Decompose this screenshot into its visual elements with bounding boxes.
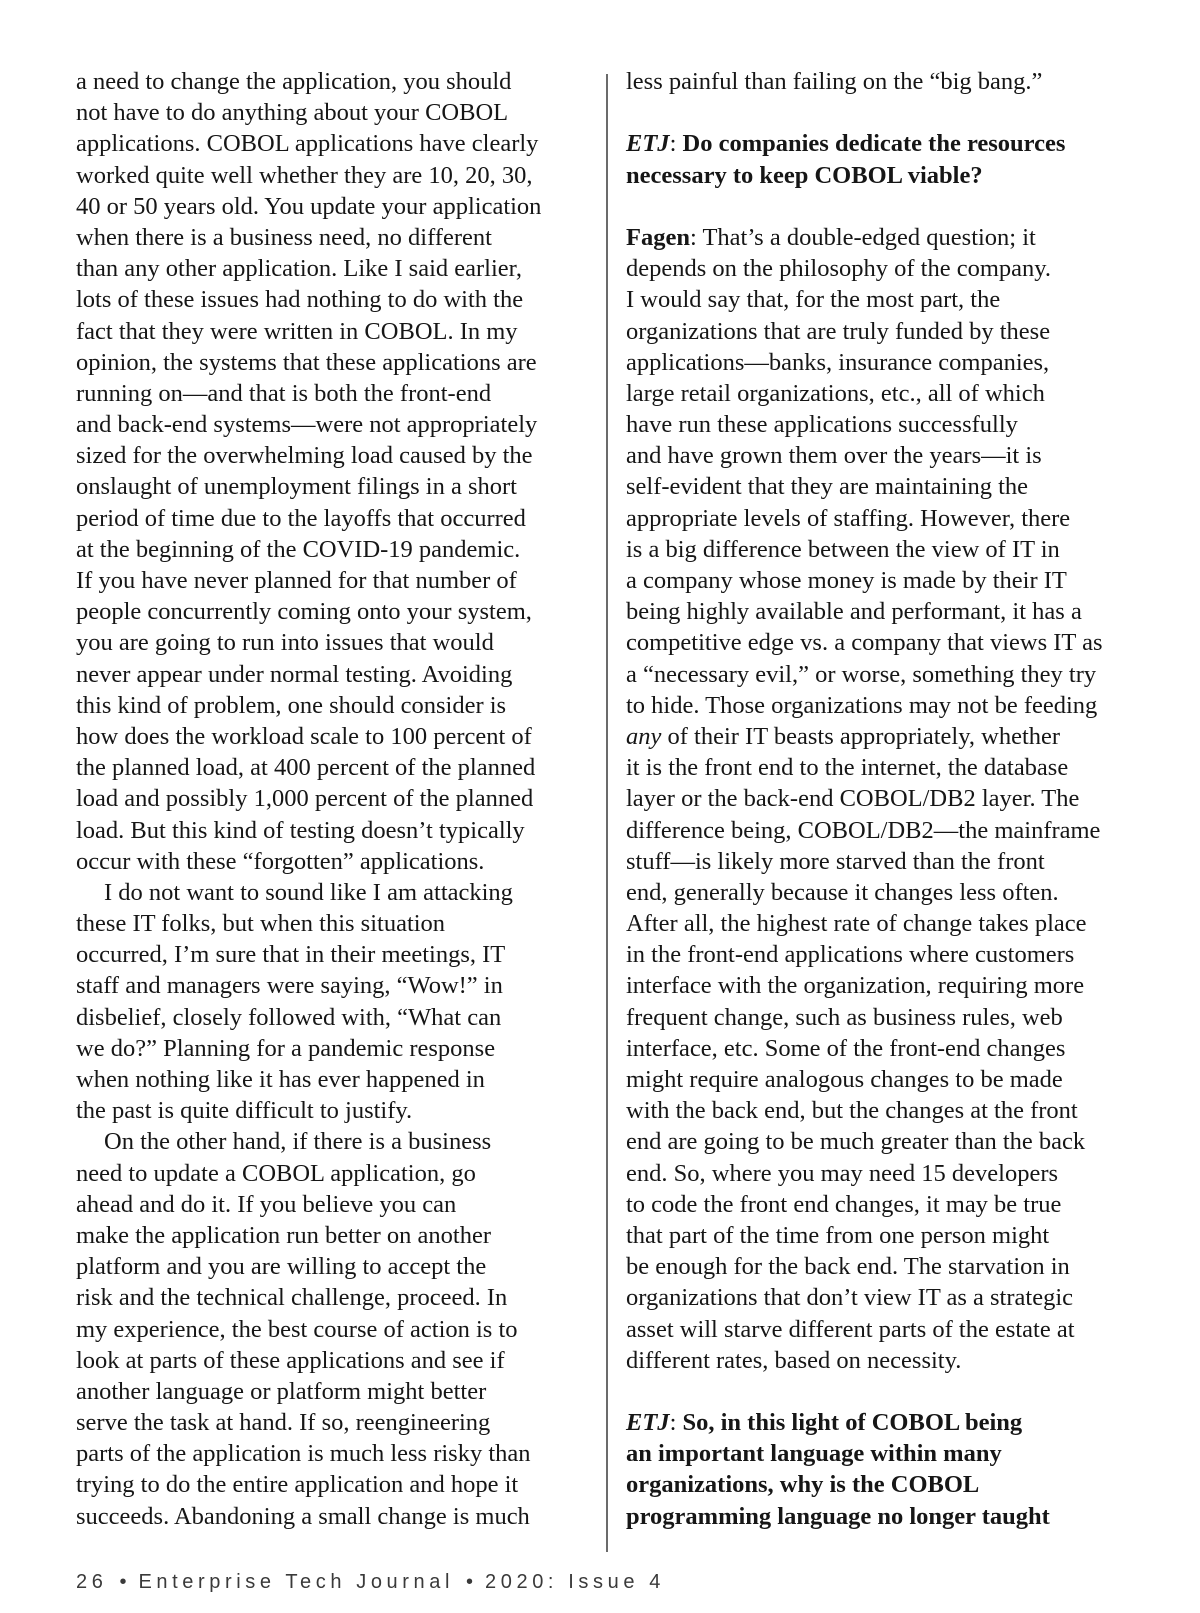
text-line: make the application run better on another bbox=[76, 1221, 491, 1249]
text-line: disbelief, closely followed with, “What can bbox=[76, 1003, 502, 1031]
text-line: occur with these “forgotten” applications. bbox=[76, 847, 485, 875]
text-line: staff and managers were saying, “Wow!” in bbox=[76, 972, 503, 1000]
text-line: a need to change the application, you should bbox=[76, 68, 512, 95]
text-line: ahead and do it. If you believe you can bbox=[76, 1190, 457, 1218]
text-line: you are going to run into issues that would bbox=[76, 629, 494, 657]
text-line: load. But this kind of testing doesn’t typically bbox=[76, 816, 525, 844]
text-line: end. So, where you may need 15 developers bbox=[626, 1159, 1059, 1187]
text-line: a “necessary evil,” or worse, something they try bbox=[626, 660, 1097, 688]
colon: : bbox=[669, 1409, 677, 1437]
question-1-text: Do companies dedicate the resources bbox=[676, 130, 1066, 158]
text-line: depends on the philosophy of the company. bbox=[626, 255, 1052, 283]
text-line: people concurrently coming onto your system, bbox=[76, 598, 532, 626]
text-line: another language or platform might better bbox=[76, 1377, 487, 1405]
text-line: never appear under normal testing. Avoiding bbox=[76, 660, 513, 688]
column-divider bbox=[606, 74, 608, 1552]
question-1-line-1 bbox=[626, 128, 1156, 159]
text-line: parts of the application is much less risky than bbox=[76, 1440, 531, 1468]
text-line: opinion, the systems that these applications are bbox=[76, 348, 537, 376]
text-line: and have grown them over the years—it is bbox=[626, 442, 1042, 470]
text-line: load and possibly 1,000 percent of the planned bbox=[76, 785, 534, 813]
paragraph-2 bbox=[76, 877, 596, 1127]
text-line: end are going to be much greater than the back bbox=[626, 1128, 1086, 1156]
question-1-line-2: necessary to keep COBOL viable? bbox=[626, 161, 983, 189]
text-line: I would say that, for the most part, the bbox=[626, 286, 1001, 314]
text-line: succeeds. Abandoning a small change is much bbox=[76, 1502, 530, 1530]
text-line: in the front-end applications where customers bbox=[626, 941, 1075, 969]
text-line: look at parts of these applications and see if bbox=[76, 1346, 505, 1374]
emphasis-rest: of their IT beasts appropriately, whether bbox=[661, 722, 1061, 750]
text-line: organizations that don’t view IT as a strategic bbox=[626, 1284, 1074, 1312]
text-line: onslaught of unemployment filings in a short bbox=[76, 473, 517, 501]
text-line: frequent change, such as business rules, web bbox=[626, 1003, 1063, 1031]
text-line: period of time due to the layoffs that occurred bbox=[76, 504, 526, 532]
respondent-label: Fagen bbox=[626, 223, 690, 251]
text-line: programming language no longer taught bbox=[626, 1502, 1050, 1530]
text-line: occurred, I’m sure that in their meetings, IT bbox=[76, 941, 506, 969]
text-line: applications. COBOL applications have clearly bbox=[76, 130, 539, 158]
question-2-lines bbox=[626, 1438, 1156, 1532]
text-line: a company whose money is made by their IT bbox=[626, 567, 1067, 594]
emphasis-word: any bbox=[626, 722, 662, 750]
page-footer bbox=[76, 1571, 665, 1594]
text-line: have run these applications successfully bbox=[626, 411, 1018, 439]
text-line: layer or the back-end COBOL/DB2 layer. The bbox=[626, 785, 1080, 813]
text-line: an important language within many bbox=[626, 1440, 1002, 1468]
text-line: 40 or 50 years old. You update your application bbox=[76, 192, 542, 220]
answer-1-first-text: : That’s a double-edged question; it bbox=[689, 223, 1036, 251]
page-number: 26 bbox=[76, 1571, 108, 1593]
text-line: to hide. Those organizations may not be feeding bbox=[626, 691, 1098, 719]
answer-1-lines-b bbox=[626, 752, 1156, 1376]
question-1 bbox=[626, 128, 1156, 190]
text-line: different rates, based on necessity. bbox=[626, 1346, 962, 1374]
text-line: fact that they were written in COBOL. In my bbox=[76, 317, 518, 345]
footer-bullet: • bbox=[466, 1571, 474, 1593]
text-line: applications—banks, insurance companies, bbox=[626, 348, 1050, 376]
answer-1-emphasis-line bbox=[626, 721, 1156, 752]
text-line: need to update a COBOL application, go bbox=[76, 1159, 476, 1187]
text-line: when nothing like it has ever happened in bbox=[76, 1066, 485, 1093]
answer-1 bbox=[626, 222, 1156, 1376]
text-line: the past is quite difficult to justify. bbox=[76, 1097, 413, 1125]
text-line: trying to do the entire application and hope it bbox=[76, 1471, 519, 1499]
spacer bbox=[626, 97, 1156, 128]
text-line: to code the front end changes, it may be true bbox=[626, 1190, 1062, 1218]
text-line: this kind of problem, one should consider is bbox=[76, 691, 507, 719]
text-line: with the back end, but the changes at the front bbox=[626, 1097, 1078, 1125]
text-line: running on—and that is both the front-end bbox=[76, 379, 492, 407]
left-column bbox=[76, 66, 596, 1532]
text-line: interface with the organization, requiring more bbox=[626, 972, 1085, 1000]
issue-label: 2020: Issue 4 bbox=[485, 1571, 665, 1593]
text-line: when there is a business need, no different bbox=[76, 223, 492, 251]
text-line: and back-end systems—were not appropriately bbox=[76, 411, 538, 439]
text-line: organizations, why is the COBOL bbox=[626, 1471, 980, 1499]
text-line: lots of these issues had nothing to do with the bbox=[76, 286, 524, 314]
question-2-line-1 bbox=[626, 1407, 1156, 1438]
text-line: serve the task at hand. If so, reengineering bbox=[76, 1409, 491, 1437]
text-line: platform and you are willing to accept the bbox=[76, 1253, 487, 1281]
text-line: After all, the highest rate of change takes place bbox=[626, 910, 1087, 938]
text-line: interface, etc. Some of the front-end changes bbox=[626, 1034, 1066, 1062]
text-line: my experience, the best course of action is to bbox=[76, 1315, 518, 1343]
text-line: be enough for the back end. The starvation in bbox=[626, 1253, 1070, 1281]
text-line: sized for the overwhelming load caused by the bbox=[76, 442, 533, 470]
footer-bullet: • bbox=[119, 1571, 127, 1593]
paragraph-1 bbox=[76, 66, 596, 877]
text-line: at the beginning of the COVID-19 pandemic. bbox=[76, 535, 521, 563]
continued-line: less painful than failing on the “big bang.” bbox=[626, 68, 1043, 95]
paragraph-3 bbox=[76, 1126, 596, 1531]
interviewer-label: ETJ bbox=[626, 1409, 670, 1437]
text-line: it is the front end to the internet, the database bbox=[626, 754, 1069, 782]
text-line: not have to do anything about your COBOL bbox=[76, 99, 509, 127]
text-line: risk and the technical challenge, proceed. In bbox=[76, 1284, 508, 1312]
text-line: these IT folks, but when this situation bbox=[76, 910, 446, 938]
text-line: the planned load, at 400 percent of the planned bbox=[76, 754, 536, 782]
spacer bbox=[626, 191, 1156, 222]
text-line: being highly available and performant, it has a bbox=[626, 598, 1082, 626]
text-line: how does the workload scale to 100 percent of bbox=[76, 722, 532, 750]
text-line: I do not want to sound like I am attacking bbox=[104, 878, 513, 906]
text-line: than any other application. Like I said earlier, bbox=[76, 255, 522, 283]
text-line: might require analogous changes to be made bbox=[626, 1066, 1063, 1093]
interviewer-label: ETJ bbox=[626, 130, 670, 158]
text-line: stuff—is likely more starved than the front bbox=[626, 847, 1045, 875]
text-line: On the other hand, if there is a business bbox=[104, 1128, 492, 1156]
text-line: difference being, COBOL/DB2—the mainframe bbox=[626, 816, 1101, 844]
text-line: worked quite well whether they are 10, 20, 30, bbox=[76, 161, 533, 189]
text-line: competitive edge vs. a company that views IT as bbox=[626, 629, 1103, 657]
colon: : bbox=[669, 130, 677, 158]
text-line: self-evident that they are maintaining the bbox=[626, 473, 1029, 501]
publication-name: Enterprise Tech Journal bbox=[138, 1571, 455, 1593]
text-line: that part of the time from one person might bbox=[626, 1221, 1050, 1249]
text-line: end, generally because it changes less often. bbox=[626, 878, 1059, 906]
spacer bbox=[626, 1376, 1156, 1407]
text-line: If you have never planned for that number of bbox=[76, 567, 517, 594]
text-line: is a big difference between the view of IT in bbox=[626, 535, 1060, 563]
answer-1-first-line bbox=[626, 222, 1156, 253]
right-column bbox=[626, 66, 1156, 1532]
text-line: large retail organizations, etc., all of which bbox=[626, 379, 1045, 407]
text-line: asset will starve different parts of the estate at bbox=[626, 1315, 1075, 1343]
question-2-text: So, in this light of COBOL being bbox=[676, 1409, 1023, 1437]
text-line: organizations that are truly funded by these bbox=[626, 317, 1051, 345]
text-line: appropriate levels of staffing. However, there bbox=[626, 504, 1071, 532]
text-line: we do?” Planning for a pandemic response bbox=[76, 1034, 496, 1062]
question-2 bbox=[626, 1407, 1156, 1532]
answer-1-lines-a bbox=[626, 253, 1156, 721]
